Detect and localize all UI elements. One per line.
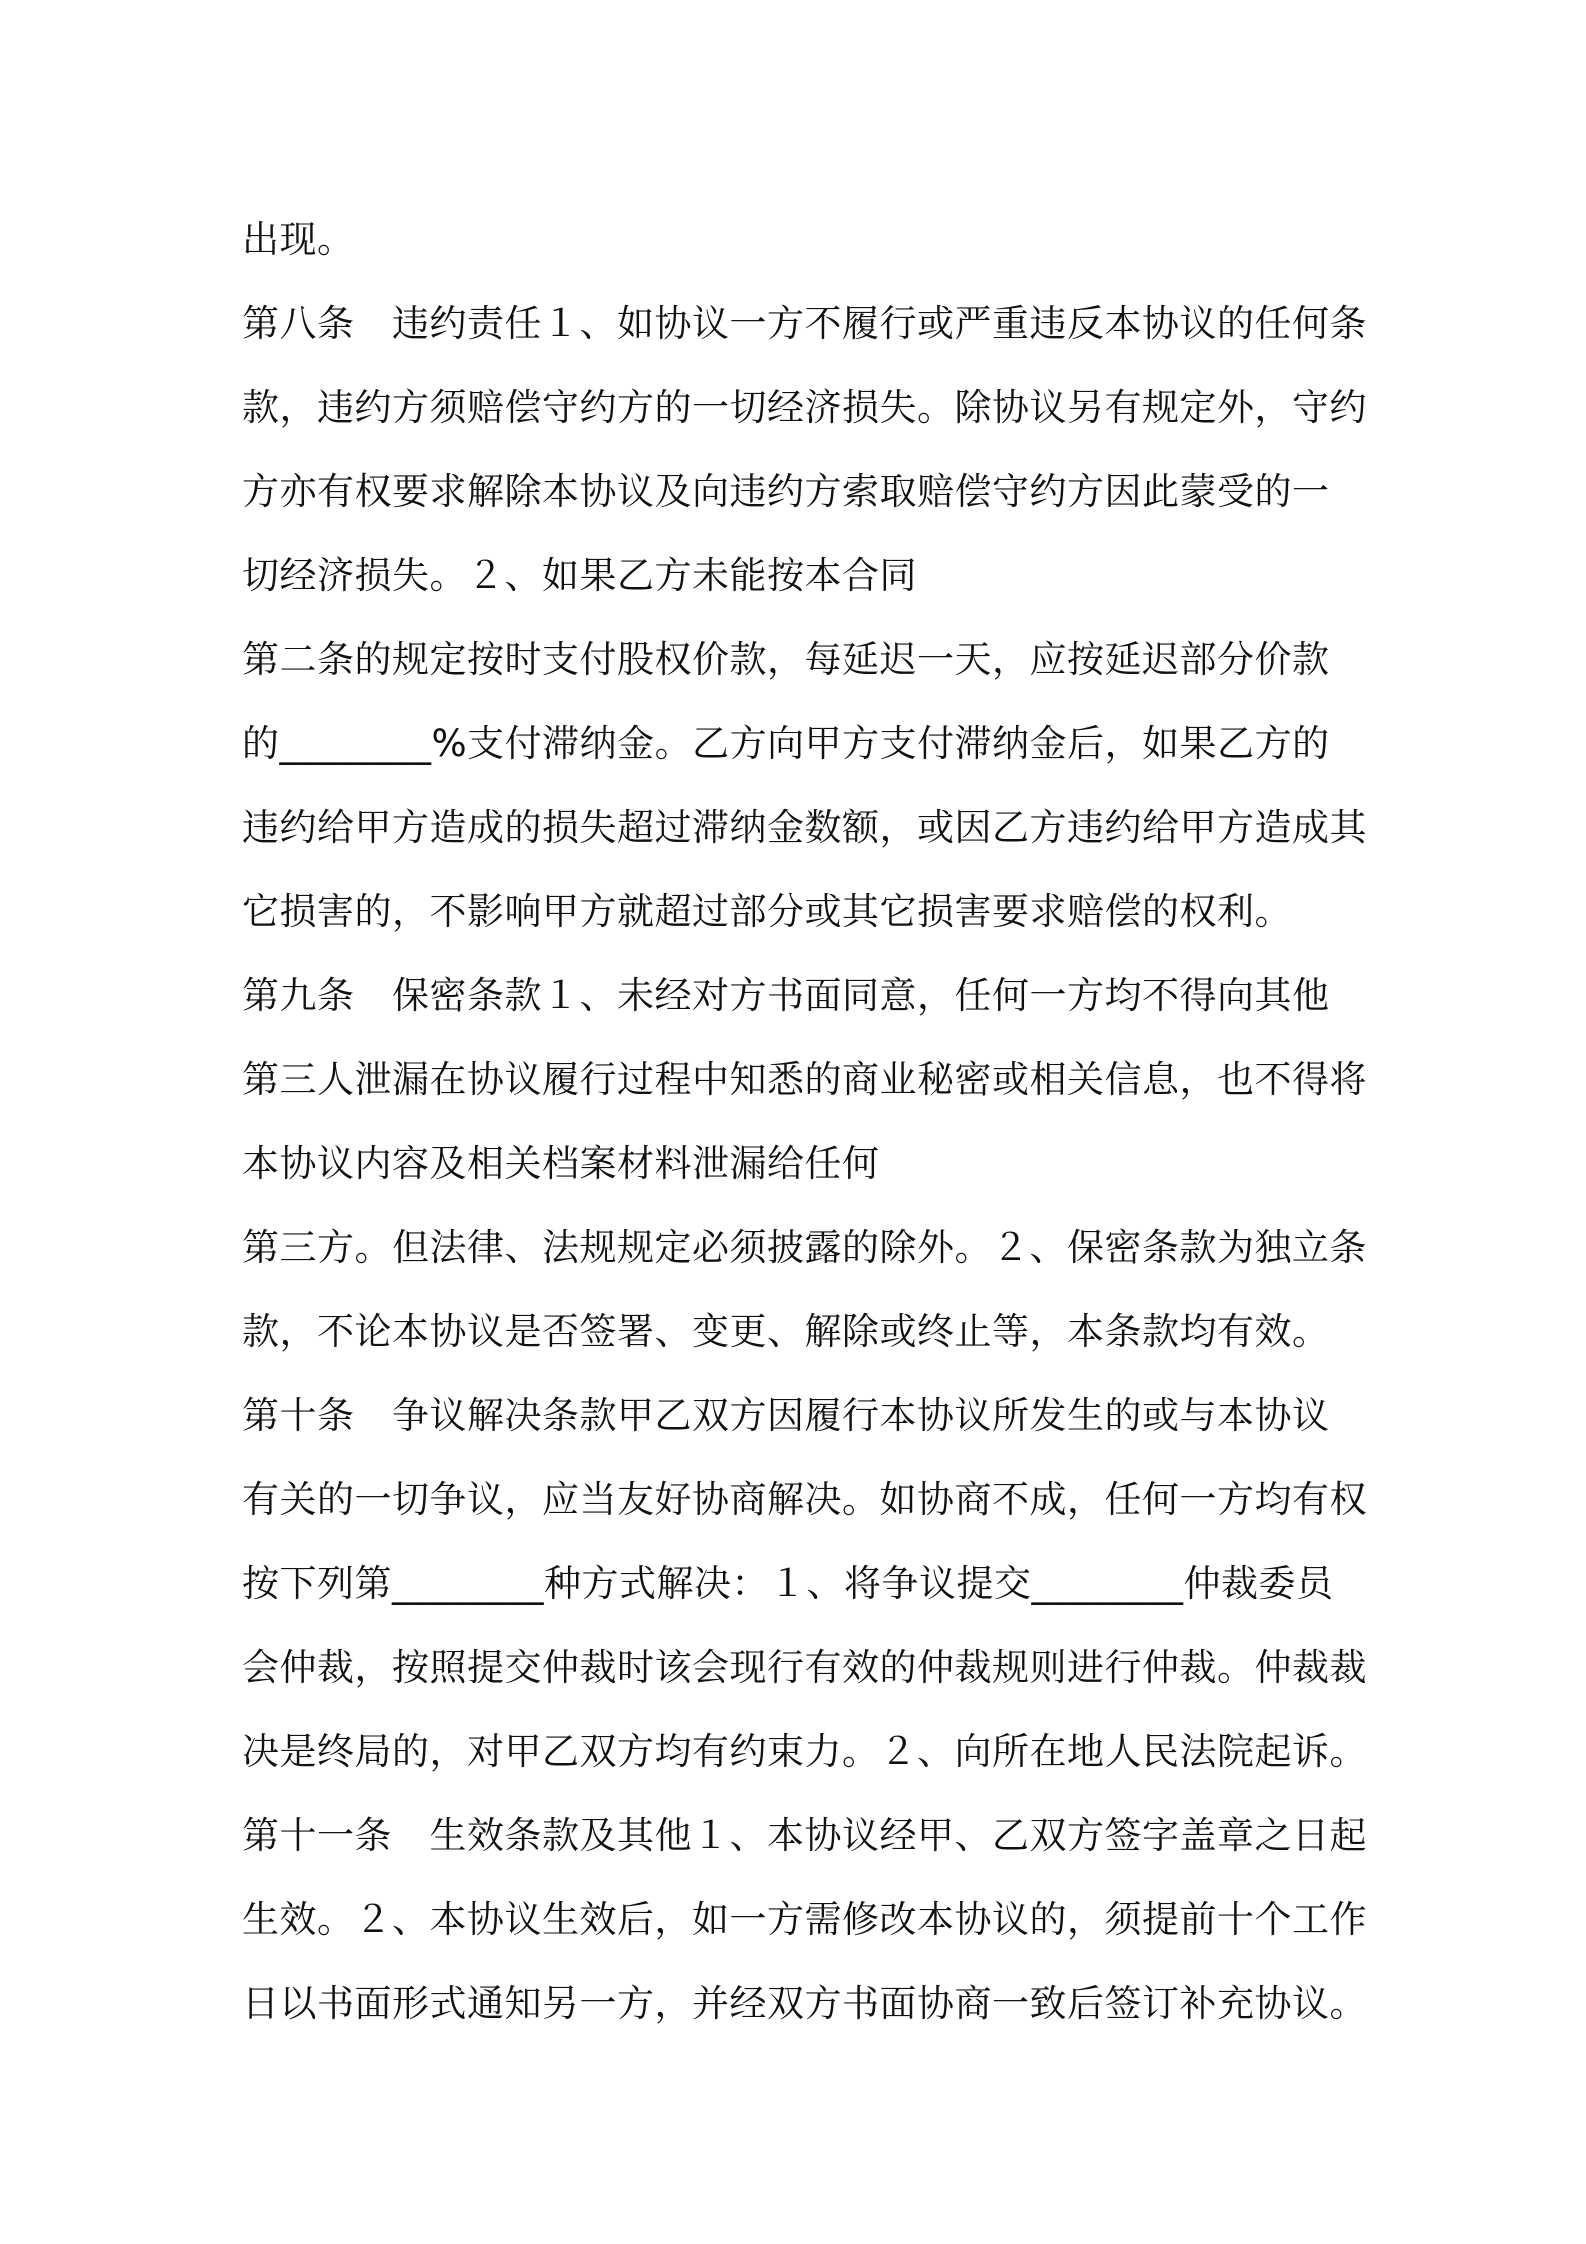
document-body <box>242 198 1367 2046</box>
text-line: 的________%支付滞纳金。乙方向甲方支付滞纳金后，如果乙方的 <box>242 722 1330 765</box>
text-line: 会仲裁，按照提交仲裁时该会现行有效的仲裁规则进行仲裁。仲裁裁 <box>242 1646 1367 1689</box>
text-line: 它损害的，不影响甲方就超过部分或其它损害要求赔偿的权利。 <box>242 890 1292 933</box>
text-line: 本协议内容及相关档案材料泄漏给任何 <box>242 1142 880 1185</box>
text-line: 款，违约方须赔偿守约方的一切经济损失。除协议另有规定外，守约 <box>242 386 1367 429</box>
text-line: 第三方。但法律、法规规定必须披露的除外。２、保密条款为独立条 <box>242 1226 1367 1269</box>
text-line: 切经济损失。２、如果乙方未能按本合同 <box>242 554 917 597</box>
text-line: 第九条 保密条款１、未经对方书面同意，任何一方均不得向其他 <box>242 974 1330 1017</box>
text-line: 第三人泄漏在协议履行过程中知悉的商业秘密或相关信息，也不得将 <box>242 1058 1367 1101</box>
text-line: 第十一条 生效条款及其他１、本协议经甲、乙双方签字盖章之日起 <box>242 1814 1367 1857</box>
text-line: 决是终局的，对甲乙双方均有约束力。２、向所在地人民法院起诉。 <box>242 1730 1367 1773</box>
text-line: 违约给甲方造成的损失超过滞纳金数额，或因乙方违约给甲方造成其 <box>242 806 1367 849</box>
text-line: 日以书面形式通知另一方，并经双方书面协商一致后签订补充协议。 <box>242 1982 1367 2025</box>
text-line: 按下列第________种方式解决：１、将争议提交________仲裁委员 <box>242 1562 1334 1605</box>
text-line: 生效。２、本协议生效后，如一方需修改本协议的，须提前十个工作 <box>242 1898 1367 1941</box>
text-line: 出现。 <box>242 218 355 261</box>
text-line: 第八条 违约责任１、如协议一方不履行或严重违反本协议的任何条 <box>242 302 1367 345</box>
text-line: 方亦有权要求解除本协议及向违约方索取赔偿守约方因此蒙受的一 <box>242 470 1330 513</box>
text-line: 第二条的规定按时支付股权价款，每延迟一天，应按延迟部分价款 <box>242 638 1330 681</box>
text-line: 款，不论本协议是否签署、变更、解除或终止等，本条款均有效。 <box>242 1310 1330 1353</box>
text-line: 有关的一切争议，应当友好协商解决。如协商不成，任何一方均有权 <box>242 1478 1367 1521</box>
text-line: 第十条 争议解决条款甲乙双方因履行本协议所发生的或与本协议 <box>242 1394 1330 1437</box>
